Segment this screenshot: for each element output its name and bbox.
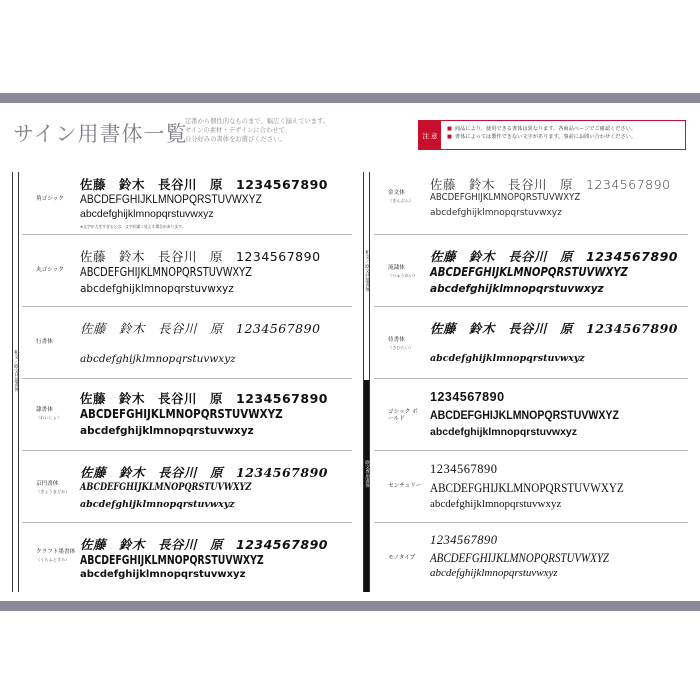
- font-name: 丸ゴシック: [36, 267, 64, 273]
- sample-upper: ABCDEFGHIJKLMNOPQRSTUVWXYZ: [80, 265, 252, 279]
- font-name: モノタイプ: [388, 555, 416, 561]
- sample-upper: ABCDEFGHIJKLMNOPQRSTUVWXYZ: [80, 482, 252, 493]
- sample-upper: ABCDEFGHIJKLMNOPQRSTUVWXYZ: [430, 480, 624, 495]
- font-row-kinbun: [374, 172, 688, 235]
- sample-upper: ABCDEFGHIJKLMNOPQRSTUVWXYZ: [80, 553, 264, 567]
- bullet-icon: ■: [447, 134, 452, 140]
- font-name: 侍書体 （さむらい）: [388, 337, 414, 350]
- section-bar-right-top: 和文／欧文共通書体: [363, 172, 370, 380]
- font-row-kyomadoka: [22, 451, 352, 523]
- sample-lower: abcdefghijklmnopqrstuvwxyz: [430, 283, 604, 295]
- font-name: ゴシック ボールド: [388, 409, 418, 422]
- font-name: 隷書体 （れいしょ）: [36, 407, 62, 420]
- sample-lower: abcdefghijklmnopqrstuvwxyz: [80, 353, 236, 365]
- sample-lower: abcdefghijklmnopqrstuvwxyz: [430, 498, 562, 510]
- page-title: サイン用書体一覧: [13, 122, 188, 146]
- sample-jp: 佐藤 鈴木 長谷川 原 1234567890: [80, 537, 328, 552]
- font-name: センチュリー: [388, 483, 422, 489]
- section-bar-left: 和文／欧文共通書体: [12, 172, 19, 592]
- font-name: 金文体 （きんぶん）: [388, 190, 414, 203]
- sample-lower: abcdefghijklmnopqrstuvwxyz: [80, 283, 234, 295]
- sample-jp: 佐藤 鈴木 長谷川 原 1234567890: [80, 465, 328, 480]
- font-note: ※文字が大きすぎるとは、文字が細く見える場合があります。: [80, 224, 186, 229]
- bullet-icon: ■: [447, 126, 452, 132]
- sample-lower: abcdefghijklmnopqrstuvwxyz: [80, 499, 235, 510]
- sample-upper: ABCDEFGHIJKLMNOPQRSTUVWXYZ: [430, 192, 581, 203]
- top-band: [0, 93, 700, 103]
- bottom-band: [0, 601, 700, 611]
- section-bar-right-bottom: 欧文専用書体: [363, 380, 370, 592]
- font-row-gyosho: [22, 307, 352, 379]
- notice-label: 注 意: [419, 121, 441, 149]
- sample-upper: ABCDEFGHIJKLMNOPQRSTUVWXYZ: [430, 550, 609, 565]
- sample-jp: 佐藤 鈴木 長谷川 原 1234567890: [430, 177, 671, 192]
- font-row-ryurei: [374, 235, 688, 307]
- font-row-samurai: [374, 307, 688, 379]
- sample-lower: abcdefghijklmnopqrstuvwxyz: [430, 567, 558, 579]
- font-row-craft-sumi: [22, 523, 352, 592]
- sample-lower: abcdefghijklmnopqrstuvwxyz: [80, 425, 254, 437]
- sample-lower: abcdefghijklmnopqrstuvwxyz: [80, 569, 246, 580]
- font-row-maru-gothic: [22, 235, 352, 307]
- sample-lower: abcdefghijklmnopqrstuvwxyz: [80, 208, 214, 220]
- sample-upper: ABCDEFGHIJKLMNOPQRSTUVWXYZ: [80, 192, 262, 206]
- sample-jp: 佐藤 鈴木 長谷川 原 1234567890: [80, 391, 328, 406]
- sample-upper: ABCDEFGHIJKLMNOPQRSTUVWXYZ: [430, 408, 619, 422]
- font-row-gothic-bold: [374, 379, 688, 451]
- page-subtitle: 定番から個性的なものまで、幅広く揃えています。 サインの素材・デザインに合わせて、 自分好みの書体をお選びください。: [185, 118, 330, 143]
- font-name: 京円書体 （きょうまどか）: [36, 481, 70, 494]
- notice-box: [418, 120, 686, 150]
- notice-body: ■ 商品により、使用できる書体は異なります。各商品ページでご確認ください。 ■ 書体によっては製作できない文字があります。事前にお問い合わせください。: [447, 126, 637, 140]
- sample-jp: 佐藤 鈴木 長谷川 原 1234567890: [80, 321, 321, 336]
- sample-digits: 1234567890: [430, 390, 505, 404]
- font-name: 流隷体 （りゅうれい）: [388, 265, 418, 278]
- font-name: 角ゴシック: [36, 196, 64, 202]
- sample-jp: 佐藤 鈴木 長谷川 原 1234567890: [80, 177, 328, 192]
- sample-upper: ABCDEFGHIJKLMNOPQRSTUVWXYZ: [80, 407, 283, 421]
- font-name: クラフト墨書体 （くらふとすみ）: [36, 549, 76, 562]
- sample-lower: abcdefghijklmnopqrstuvwxyz: [430, 353, 585, 364]
- sample-jp: 佐藤 鈴木 長谷川 原 1234567890: [430, 321, 678, 336]
- font-row-kaku-gothic: [22, 172, 352, 235]
- font-row-monotype: [374, 523, 688, 592]
- sample-lower: abcdefghijklmnopqrstuvwxyz: [430, 426, 578, 438]
- font-row-reisho: [22, 379, 352, 451]
- sample-digits: 1234567890: [430, 462, 498, 476]
- sample-lower: abcdefghijklmnopqrstuvwxyz: [430, 208, 562, 218]
- sample-jp: 佐藤 鈴木 長谷川 原 1234567890: [80, 249, 321, 264]
- sample-digits: 1234567890: [430, 533, 498, 547]
- font-row-century: [374, 451, 688, 523]
- font-name: 行書体: [36, 339, 53, 345]
- sample-upper: ABCDEFGHIJKLMNOPQRSTUVWXYZ: [430, 265, 628, 279]
- sample-jp: 佐藤 鈴木 長谷川 原 1234567890: [430, 249, 678, 264]
